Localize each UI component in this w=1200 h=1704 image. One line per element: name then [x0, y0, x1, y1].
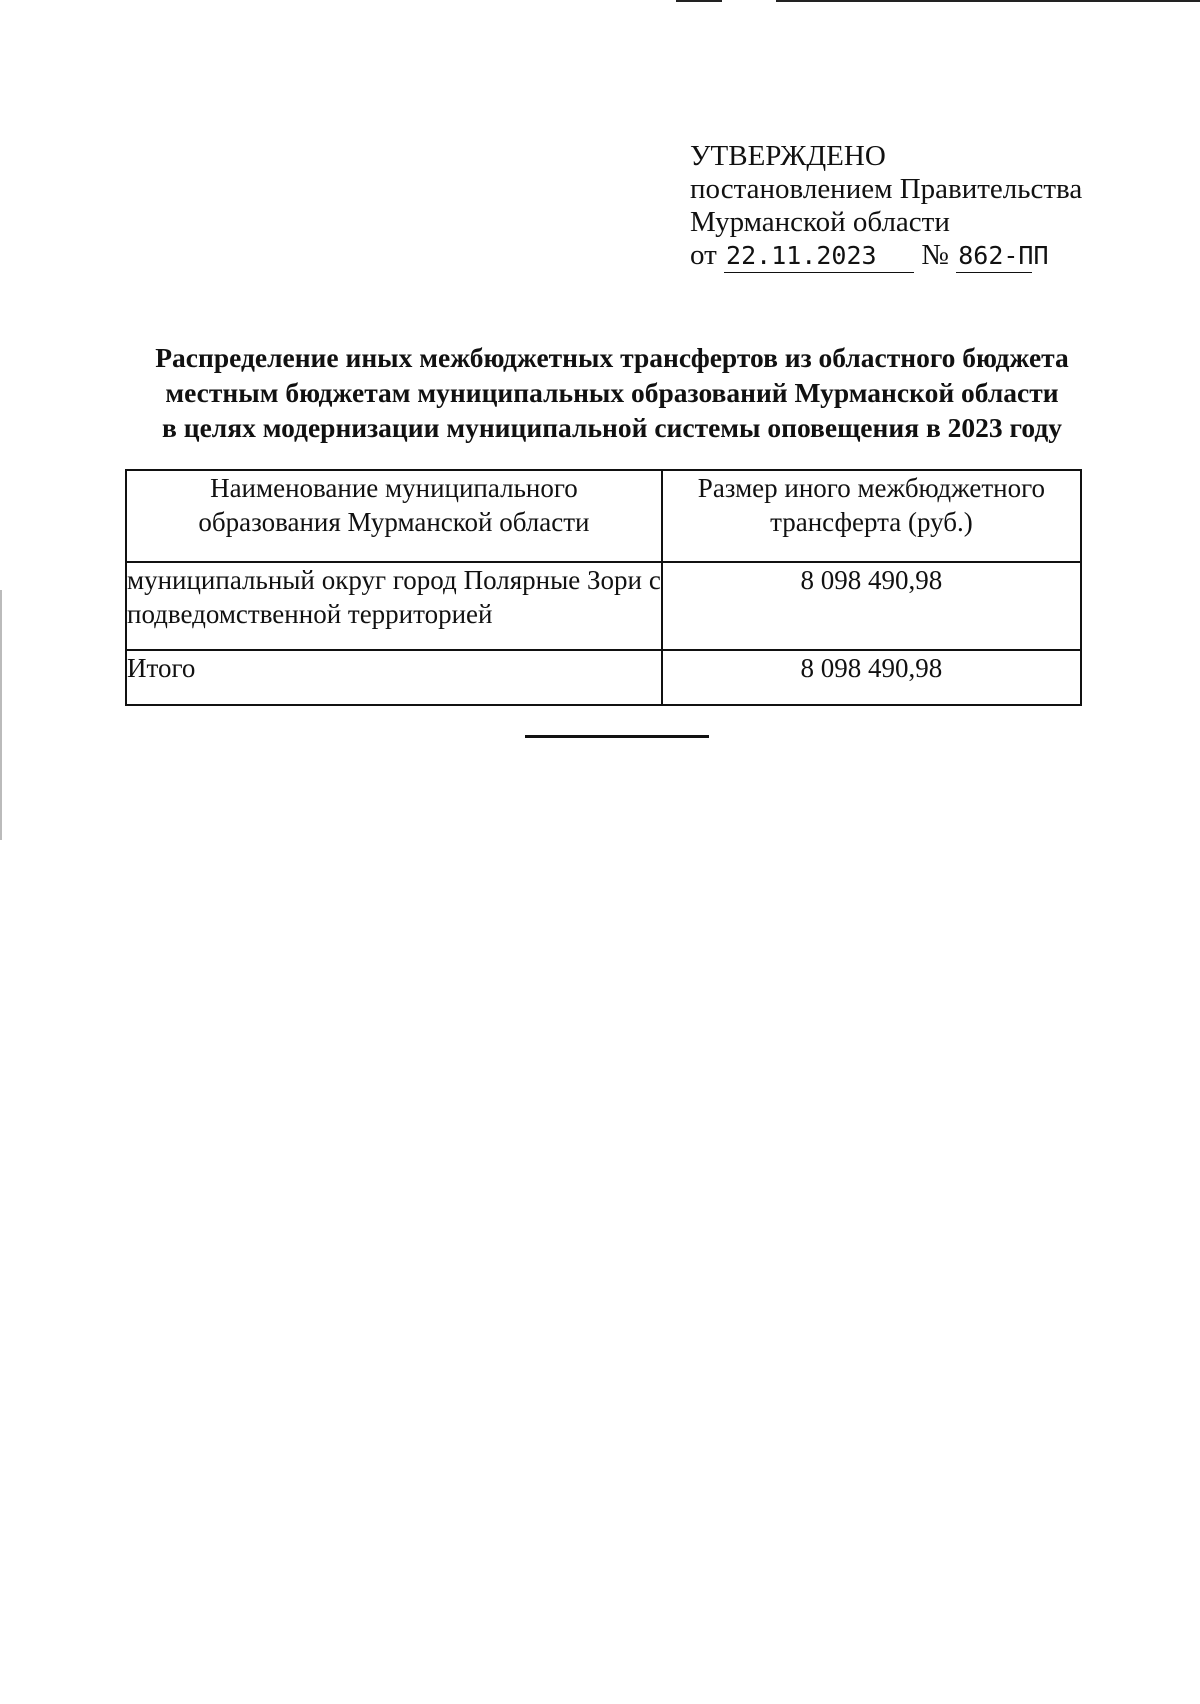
table-row	[126, 562, 1081, 650]
header-amount-line-2: трансферта (руб.)	[770, 507, 973, 537]
header-amount	[662, 470, 1081, 562]
date-prefix: от	[690, 239, 717, 271]
approval-heading: УТВЕРЖДЕНО	[690, 140, 886, 172]
approval-line-2: Мурманской области	[690, 206, 950, 238]
header-municipality-line-1: Наименование муниципального	[210, 473, 578, 503]
approval-date-line	[690, 239, 1082, 273]
number-prefix: №	[921, 239, 949, 271]
total-label: Итого	[126, 650, 662, 705]
title-line-1: Распределение иных межбюджетных трансфертов из областного бюджета	[155, 342, 1069, 373]
scan-artifact-left-edge	[0, 590, 2, 840]
scan-artifact-top-left	[676, 0, 722, 2]
header-municipality	[126, 470, 662, 562]
table-total-row	[126, 650, 1081, 705]
table-header-row	[126, 470, 1081, 562]
title-line-3: в целях модернизации муниципальной системы оповещения в 2023 году	[162, 412, 1062, 443]
title-line-2: местным бюджетам муниципальных образований Мурманской области	[165, 377, 1059, 408]
approval-number: 862-ПП	[956, 239, 1032, 273]
header-amount-line-1: Размер иного межбюджетного	[697, 473, 1046, 503]
municipality-name: муниципальный округ город Полярные Зори с подведомственной территорией	[126, 562, 662, 650]
approval-line-1: постановлением Правительства	[690, 173, 1083, 205]
header-municipality-line-2: образования Мурманской области	[198, 507, 590, 537]
total-amount: 8 098 490,98	[662, 650, 1081, 705]
end-of-document-rule	[525, 735, 709, 738]
scan-artifact-top-right	[776, 0, 1200, 2]
approval-stamp	[690, 140, 1082, 273]
distribution-table	[125, 469, 1082, 706]
document-title	[120, 340, 1104, 445]
transfer-amount: 8 098 490,98	[662, 562, 1081, 650]
approval-date: 22.11.2023	[724, 239, 914, 273]
